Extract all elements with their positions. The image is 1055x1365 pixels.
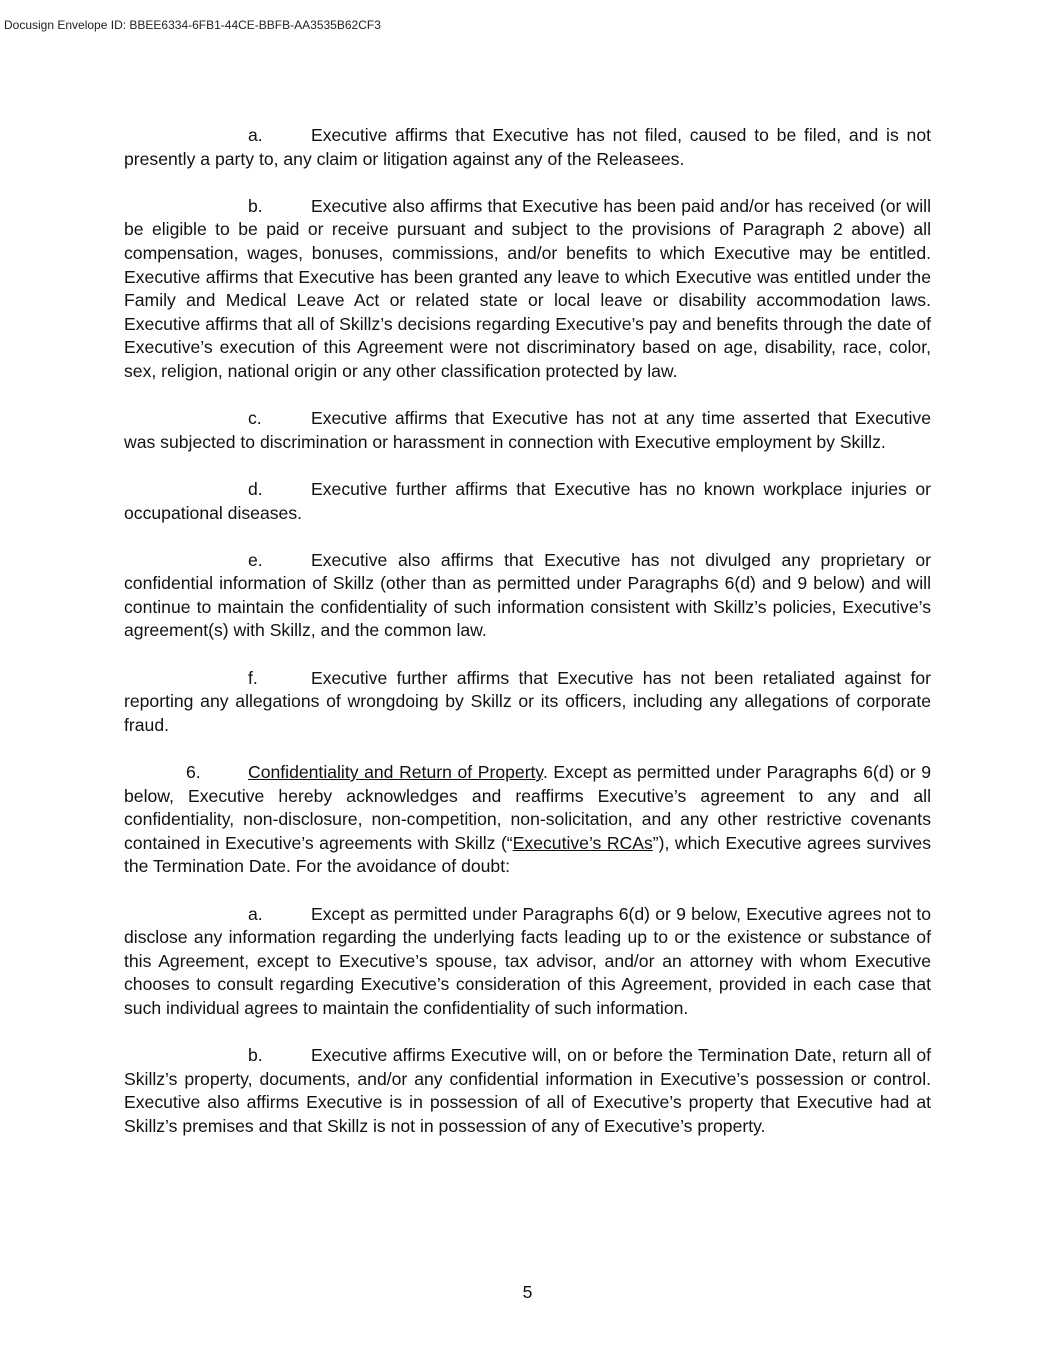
item-text: Executive affirms that Executive has not at any time asserted that Executive was subjected to discrimination or harassment in connection with Executive employment by Skillz. — [124, 408, 931, 452]
section-heading: Confidentiality and Return of Property — [248, 762, 543, 783]
item-text: Executive further affirms that Executive has not been retaliated against for reporting any allegations of wrongdoing by Skillz or its officers, including any allegations of corporate fraud. — [124, 667, 931, 735]
section6-item-b — [124, 1044, 931, 1138]
section5-item-a — [124, 124, 931, 171]
section5-item-b — [124, 195, 931, 384]
section-text-before: . Except as permitted under Paragraphs 6(d) or 9 below, Executive hereby acknowledges and reaffirms Executive’s agreement to any and all confidentiality, non-disclosure, non-competition, non-solicitation, and any other restrictive covenants contained in Executive’s agreements with Skillz (“ — [124, 762, 931, 853]
item-text: Executive also affirms that Executive has been paid and/or has received (or will be eligible to be paid or receive pursuant and subject to the provisions of Paragraph 2 above) all compensation, wages, bonuses, commissions, and/or benefits to which Executive may be entitled. Executive affirms that Executive has been granted any leave to which Executive was entitled under the Family and Medical Leave Act or related state or local leave or disability accommodation laws. Executive affirms that all of Skillz’s decisions regarding Executive’s pay and benefits through the date of Executive’s execution of this Agreement were not discriminatory based on age, disability, race, color, sex, religion, national origin or any other classification protected by law. — [124, 195, 931, 381]
item-text: Except as permitted under Paragraphs 6(d) or 9 below, Executive agrees not to disclose any information regarding the underlying facts leading up to or the existence or substance of this Agreement, except to Executive’s spouse, tax advisor, and/or an attorney with whom Executive chooses to consult regarding Executive’s consideration of this Agreement, provided in each case that such individual agrees to maintain the confidentiality of such information. — [124, 903, 931, 1018]
item-label: b. — [248, 195, 263, 216]
section5-item-e — [124, 549, 931, 643]
item-text: Executive affirms that Executive has not filed, caused to be filed, and is not presently a party to, any claim or litigation against any of the Releasees. — [124, 125, 931, 169]
item-label: b. — [248, 1045, 263, 1066]
item-text: Executive further affirms that Executive has no known workplace injuries or occupational diseases. — [124, 478, 931, 523]
item-label: f. — [248, 667, 258, 688]
item-text: Executive affirms Executive will, on or before the Termination Date, return all of Skillz’s property, documents, and/or any confidential information in Executive’s possession or control. Executive also affirms Executive is in possession of all of Executive’s property that Executive had at Skillz’s premises and that Skillz is not in possession of any of Executive’s property. — [124, 1045, 931, 1136]
item-text: Executive also affirms that Executive has not divulged any proprietary or confidential information of Skillz (other than as permitted under Paragraphs 6(d) and 9 below) and will continue to maintain the confidentiality of such information consistent with Skillz’s policies, Executive’s agreement(s) with Skillz, and the common law. — [124, 549, 931, 641]
section-text-after: ”), which Executive agrees survives the Termination Date. For the avoidance of doubt: — [124, 832, 931, 877]
section5-item-f — [124, 667, 931, 738]
item-label: a. — [248, 125, 263, 145]
section5-item-c — [124, 407, 931, 454]
section6-item-a — [124, 903, 931, 1021]
defined-term: Executive’s RCAs — [512, 832, 653, 853]
item-label: a. — [248, 903, 263, 924]
page-number: 5 — [522, 1282, 533, 1302]
item-label: e. — [248, 549, 263, 570]
document-body — [124, 124, 931, 1139]
item-label: d. — [248, 478, 263, 499]
item-label: c. — [248, 408, 262, 429]
docusign-envelope-id: Docusign Envelope ID: BBEE6334-6FB1-44CE-BBFB-AA3535B62CF3 — [4, 18, 381, 32]
section-number: 6. — [186, 762, 201, 783]
section5-item-d — [124, 478, 931, 525]
section6-intro — [124, 761, 931, 879]
